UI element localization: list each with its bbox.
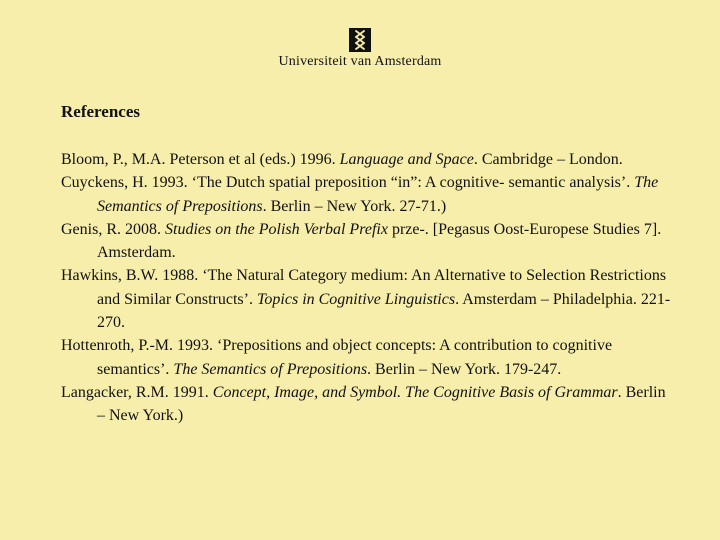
reference-title: Language and Space xyxy=(339,151,474,168)
reference-list xyxy=(61,148,671,428)
reference-entry xyxy=(61,218,671,265)
reference-title: Studies on the Polish Verbal Prefix xyxy=(165,220,388,238)
reference-text: Hawkins, B.W. 1988. ‘The Natural Category medium: An Alternative to Selection Restrictions and Similar Constructs’. xyxy=(61,267,667,308)
reference-title: Concept, Image, and Symbol. The Cognitive Basis of Grammar xyxy=(212,383,618,401)
reference-text: . Berlin – New York.) xyxy=(97,383,666,425)
reference-text: . Cambridge – London. xyxy=(473,151,623,168)
reference-text: Cuyckens, H. 1993. ‘The Dutch spatial preposition “in”: A cognitive- semantic analysis’. xyxy=(61,174,635,192)
reference-entry xyxy=(61,264,671,334)
reference-text: Hottenroth, P.-M. 1993. ‘Prepositions and object concepts: A contribution to cognitive semantics’. xyxy=(61,337,613,378)
reference-text: prze-. [Pegasus Oost-Europese Studies 7]. Amsterdam. xyxy=(97,220,662,262)
reference-text: . Berlin – New York. 27-71.) xyxy=(262,197,447,215)
reference-title: The Semantics of Prepositions xyxy=(97,174,659,215)
uva-crest-icon xyxy=(349,28,371,52)
reference-text: Genis, R. 2008. xyxy=(61,220,165,238)
university-name: Universiteit van Amsterdam xyxy=(278,54,442,69)
page-title: References xyxy=(61,102,140,121)
reference-title: The Semantics of Prepositions xyxy=(173,360,368,378)
reference-entry xyxy=(61,381,671,428)
reference-text: Bloom, P., M.A. Peterson et al (eds.) 1996. xyxy=(61,151,340,168)
reference-text: . Berlin – New York. 179-247. xyxy=(367,360,562,378)
reference-entry xyxy=(61,334,671,381)
reference-text: . Amsterdam – Philadelphia. 221-270. xyxy=(97,290,671,332)
reference-title: Topics in Cognitive Linguistics xyxy=(256,290,456,308)
reference-entry xyxy=(61,148,671,171)
reference-text: Langacker, R.M. 1991. xyxy=(61,383,213,401)
logo xyxy=(0,28,720,57)
reference-entry xyxy=(61,171,671,218)
